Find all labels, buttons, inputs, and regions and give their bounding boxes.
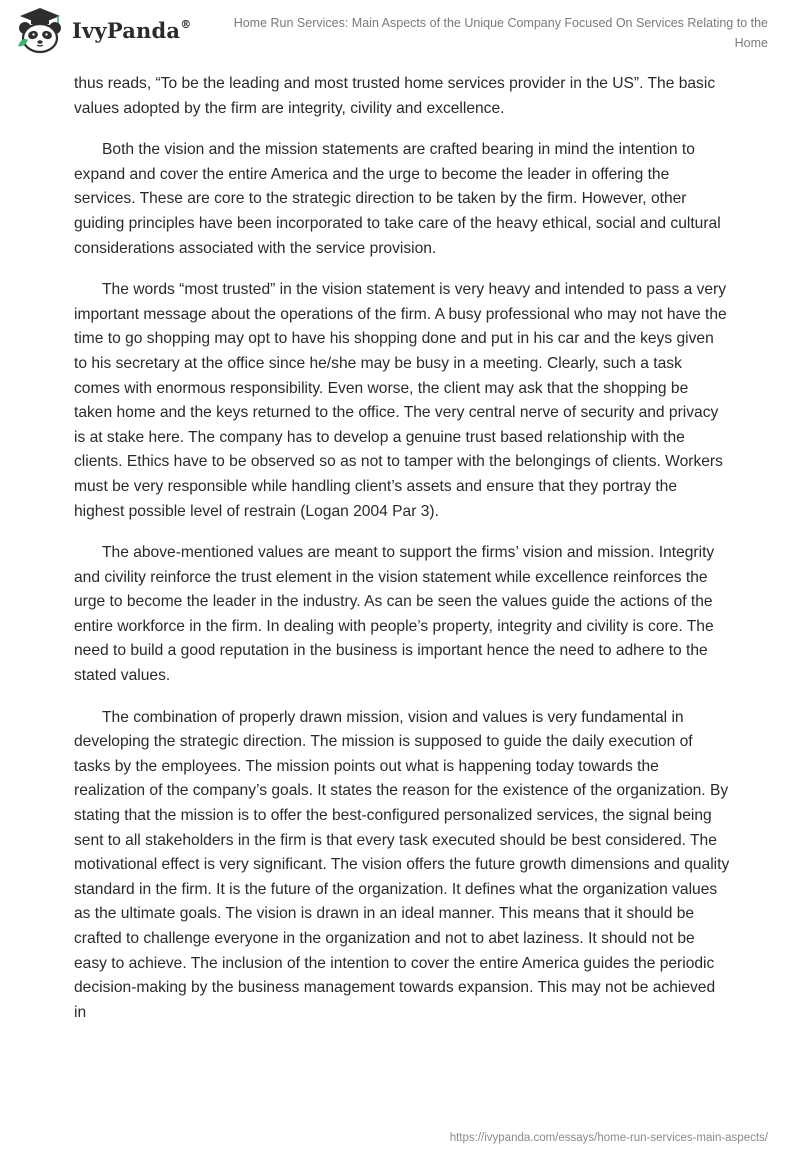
site-logo[interactable]	[14, 6, 191, 54]
paragraph: thus reads, “To be the leading and most trusted home services provider in the US”. The basic values adopted by the firm are integrity, civility and excellence.	[74, 75, 716, 117]
paragraph: The above-mentioned values are meant to support the firms’ vision and mission. Integrity and civility reinforce the trust element in the vision statement while excellence reinforces the urge to become the leader in the industry. As can be seen the values guide the actions of the entire workforce in the firm. In dealing with people’s property, integrity and civility is core. The need to build a good reputation in the business is important hence the need to adhere to the stated values.	[74, 544, 715, 685]
brand-name: IvyPanda®	[72, 17, 192, 43]
document-title: Home Run Services: Main Aspects of the Unique Company Focused On Services Relating to the Home	[233, 16, 768, 50]
panda-logo-icon	[14, 6, 66, 54]
paragraph: The words “most trusted” in the vision statement is very heavy and intended to pass a very important message about the operations of the firm. A busy professional who may not have the time to go shopping may opt to have his shopping done and put in his car and the keys given to his secretary at the office since he/she may be busy in a meeting. Clearly, such a task comes with enormous responsibility. Even worse, the client may ask that the shopping be taken home and the keys returned to the office. The very central nerve of security and privacy is at stake here. The company has to develop a genuine trust based relationship with the clients. Ethics have to be observed so as not to tamper with the belongings of clients. Workers must be very responsible while handling client’s assets and ensure that they portray the highest possible level of restrain (Logan 2004 Par 3).	[74, 281, 727, 520]
essay-body	[74, 72, 730, 1042]
paragraph: The combination of properly drawn mission, vision and values is very fundamental in developing the strategic direction. The mission is supposed to guide the daily execution of tasks by the employees. The mission points out what is happening today towards the realization of the company’s goals. It states the reason for the existence of the organization. By stating that the mission is to offer the best-configured personalized services, the signal being sent to all stakeholders in the firm is that every task executed should be best considered. The motivational effect is very significant. The vision offers the future growth dimensions and quality standard in the firm. It is the future of the organization. It defines what the organization values as the ultimate goals. The vision is drawn in an ideal manner. This means that it should be crafted to challenge everyone in the organization and not to abet laziness. It should not be easy to achieve. The inclusion of the intention to cover the entire America guides the periodic decision-making by the business management towards expansion. This may not be achieved in	[74, 708, 730, 1021]
paragraph: Both the vision and the mission statements are crafted bearing in mind the intention to expand and cover the entire America and the urge to become the leader in offering the services. These are core to the strategic direction to be taken by the firm. However, other guiding principles have been incorporated to take care of the heavy ethical, social and cultural considerations associated with the service provision.	[74, 141, 721, 257]
source-url[interactable]: https://ivypanda.com/essays/home-run-services-main-aspects/	[449, 1132, 768, 1144]
page-header	[0, 0, 800, 60]
